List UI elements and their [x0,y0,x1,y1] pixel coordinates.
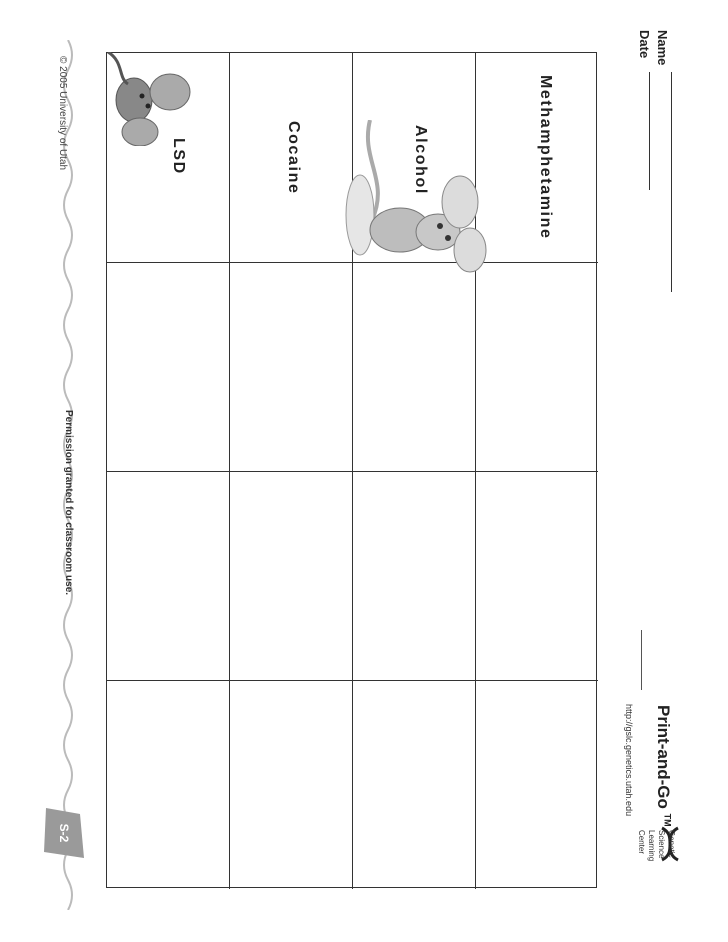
answer-cell[interactable] [107,263,230,472]
answer-cell[interactable] [107,472,230,681]
answer-cell[interactable] [107,681,230,889]
answer-cell[interactable] [230,472,353,681]
date-label: Date [637,30,652,59]
drug-label-lsd: LSD [170,138,187,175]
date-field-line[interactable] [649,72,650,190]
answer-cell[interactable] [476,681,598,889]
brand-trademark: TM [662,813,673,827]
name-field-line[interactable] [671,72,672,292]
drug-label-methamphetamine: Methamphetamine [537,75,554,240]
brand-url[interactable]: http://gslc.genetics.utah.edu [624,704,634,817]
brand-divider [641,630,642,690]
drug-label-cocaine: Cocaine [285,121,302,195]
page-number: S-2 [57,823,71,843]
org-line: Learning [647,830,656,862]
answer-cell[interactable] [353,472,476,681]
answer-cell[interactable] [353,681,476,889]
copyright-text: © 2005 University of Utah [57,56,68,171]
mouse-with-bottle-illustration [320,120,500,290]
drug-label-alcohol: Alcohol [412,125,429,195]
gslc-org-name [620,830,680,890]
org-line: Center [637,830,646,855]
org-line: Genetic [667,830,676,858]
answer-cell[interactable] [476,263,598,472]
brand-title [653,705,673,835]
answer-cell[interactable] [230,681,353,889]
answer-cell[interactable] [230,263,353,472]
org-line: Science [657,830,666,859]
name-label: Name [655,30,670,66]
dizzy-mouse-illustration [104,52,196,146]
brand-title-text: Print-and-Go [654,705,673,809]
answer-cell[interactable] [476,472,598,681]
answer-cell[interactable] [353,263,476,472]
permission-text: Permission granted for classroom use. [63,410,74,596]
